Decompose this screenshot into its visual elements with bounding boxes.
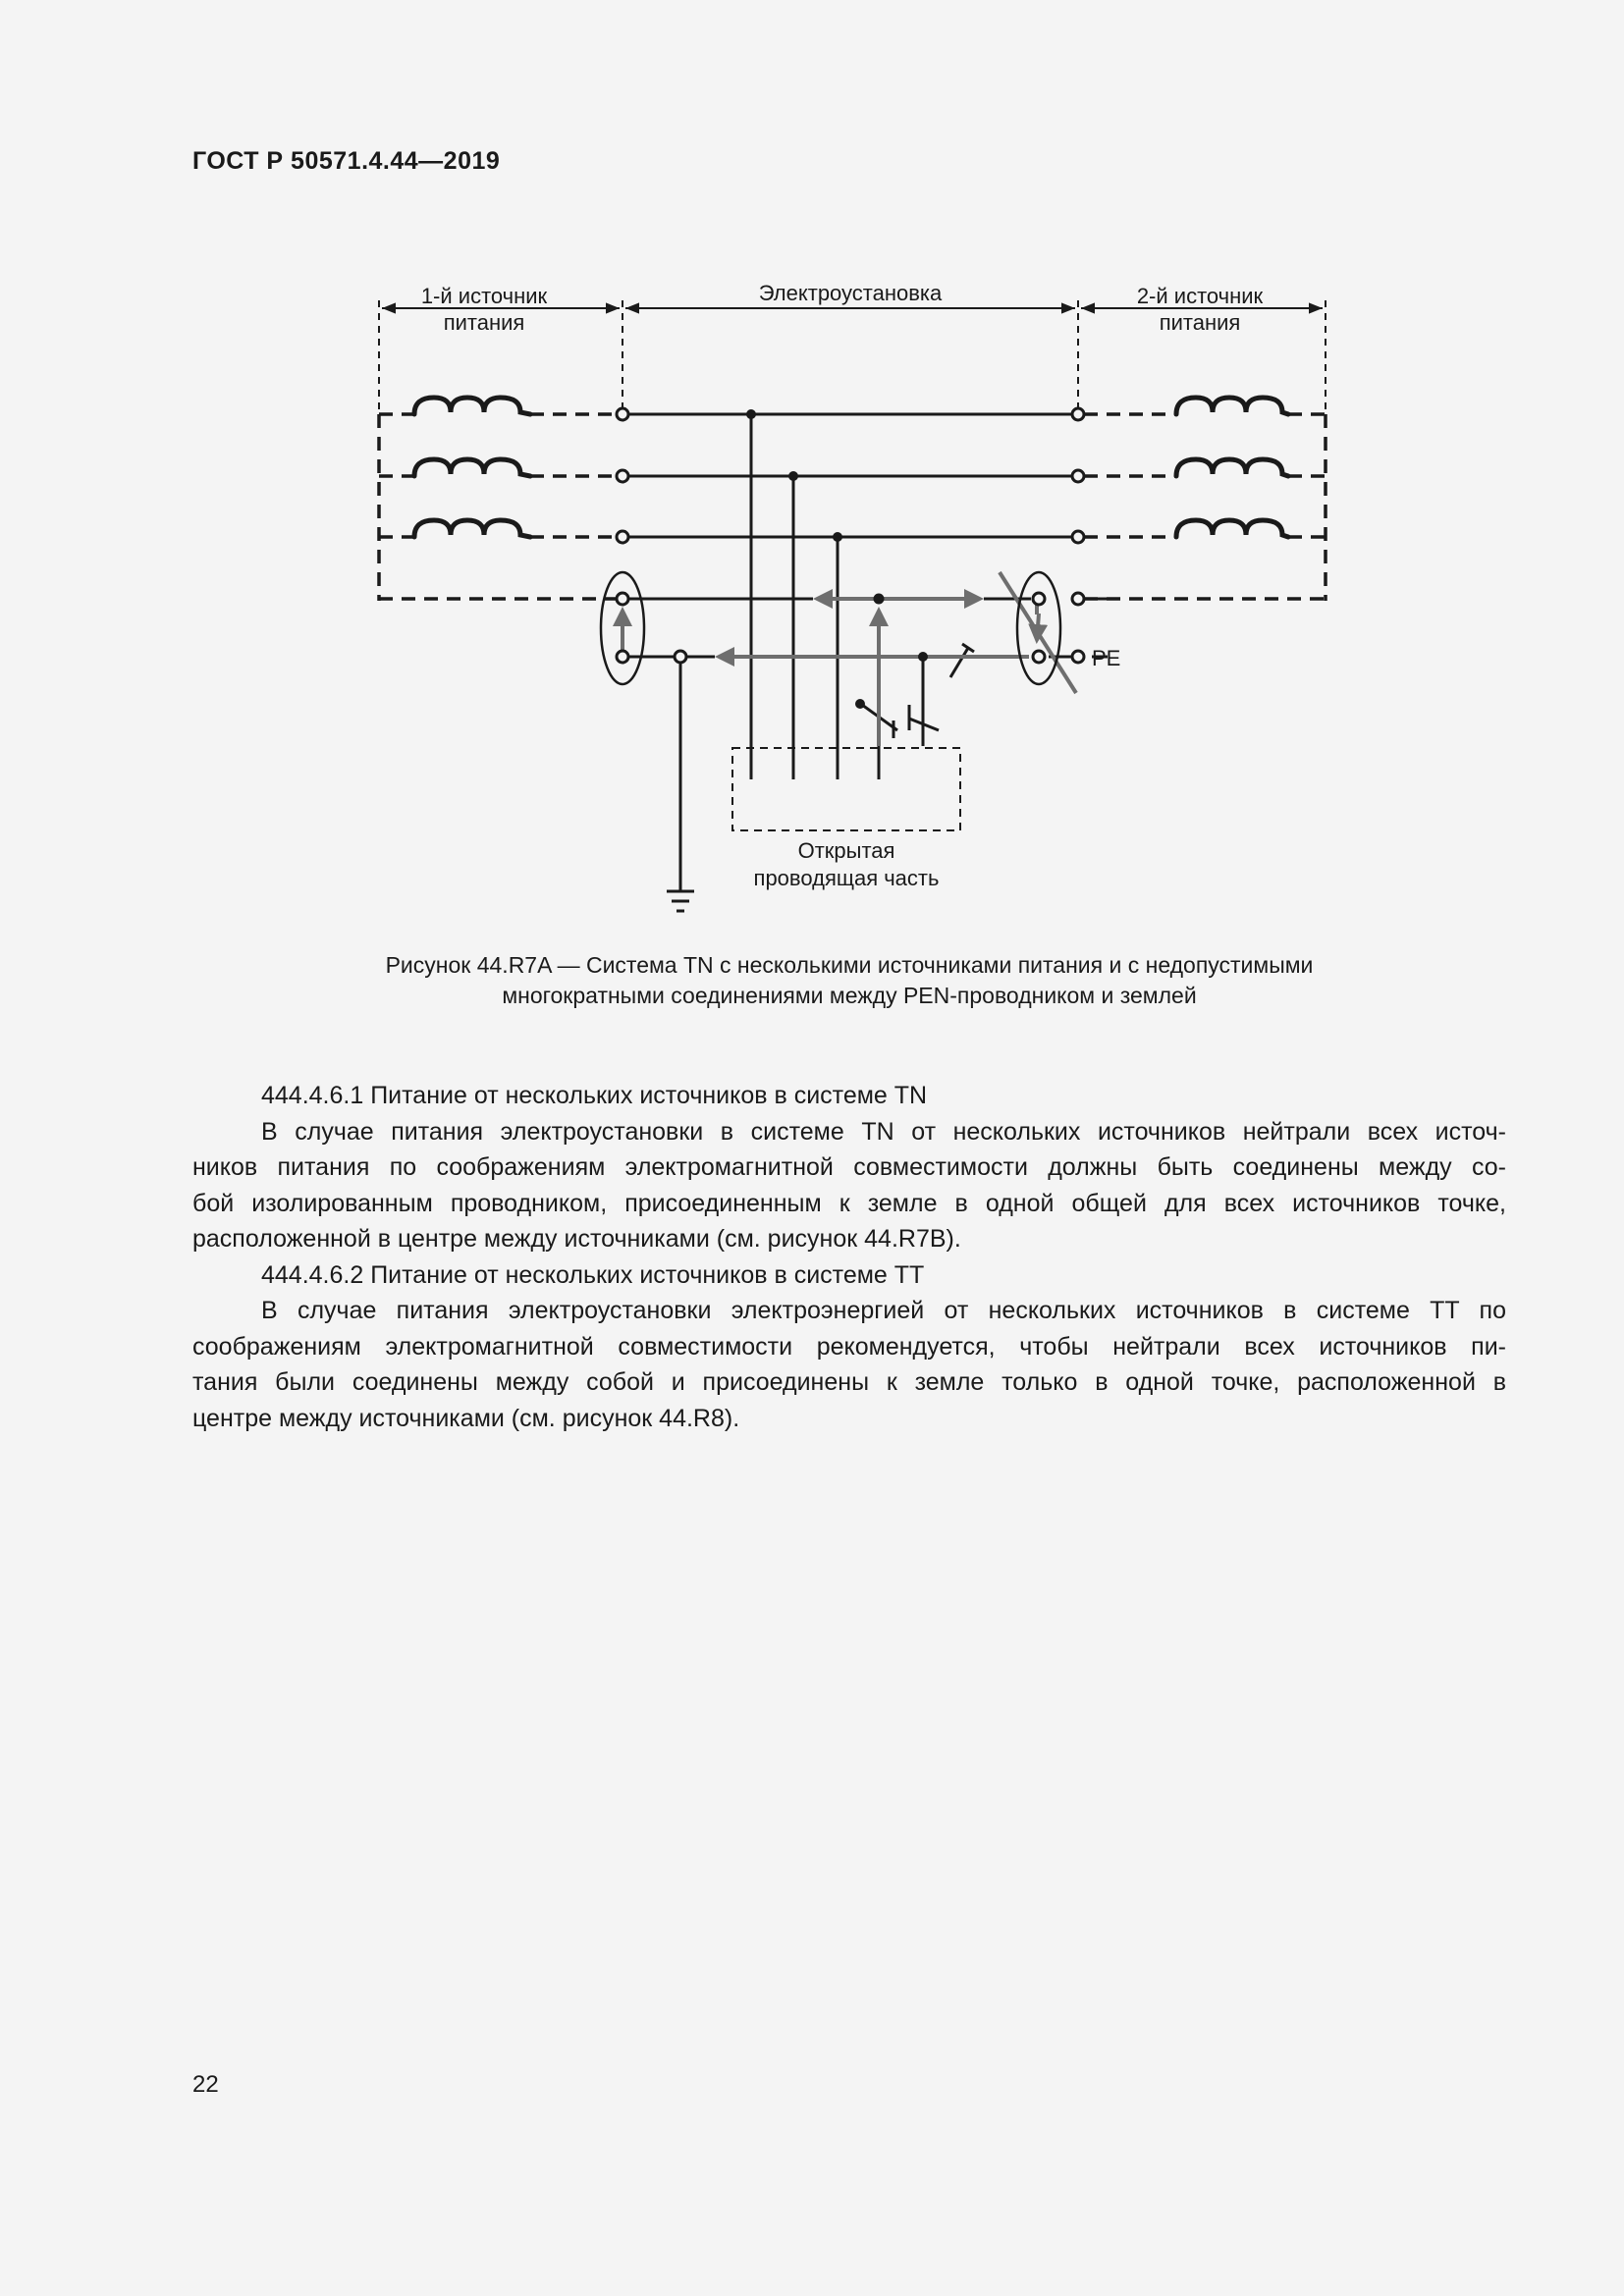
source1-windings bbox=[414, 398, 530, 537]
paragraph-line: соображениям электромагнитной совместимости рекомендуется, чтобы нейтрали всех источников пи- bbox=[192, 1332, 1506, 1361]
paragraph-line: тания были соединены между собой и присоединены к земле только в одной точке, расположенной в bbox=[192, 1368, 1506, 1396]
exposed-part-label-line2: проводящая часть bbox=[753, 866, 940, 890]
section-heading-444-4-6-2: 444.4.6.2 Питание от нескольких источников в системе TT bbox=[261, 1260, 925, 1289]
source2-label-line1: 2-й источник bbox=[1136, 284, 1264, 308]
exposed-conductive-part bbox=[732, 748, 960, 830]
paragraph-line: бой изолированным проводником, присоединенным к земле в одной общей для всех источников точке, bbox=[192, 1189, 1506, 1217]
exposed-part-label-line1: Открытая bbox=[797, 838, 895, 863]
paragraph-line: ников питания по соображениям электромагнитной совместимости должны быть соединены между со- bbox=[192, 1153, 1506, 1181]
caption-line-2: многократными соединениями между PEN-проводником и землей bbox=[502, 983, 1197, 1008]
paragraph-line: расположенной в центре между источниками (см. рисунок 44.R7B). bbox=[192, 1225, 961, 1253]
page-number: 22 bbox=[192, 2071, 219, 2098]
figure-caption bbox=[192, 950, 1506, 1011]
installation-label: Электроустановка bbox=[758, 281, 943, 305]
figure-44-r7a bbox=[363, 275, 1345, 923]
switch-contact-dot bbox=[855, 699, 865, 709]
paragraph-line: центре между источниками (см. рисунок 44.R8). bbox=[192, 1404, 740, 1432]
pe-label: PE bbox=[1092, 646, 1121, 670]
source-enclosures bbox=[379, 414, 1326, 601]
source2-label-line2: питания bbox=[1159, 310, 1241, 335]
circuit-diagram bbox=[363, 275, 1345, 923]
paragraph-line: В случае питания электроустановки в системе TN от нескольких источников нейтрали всех источ- bbox=[261, 1117, 1506, 1146]
caption-line-1: Рисунок 44.R7A — Система TN с несколькими источниками питания и с недопустимыми bbox=[385, 952, 1314, 978]
document-header: ГОСТ Р 50571.4.44—2019 bbox=[192, 147, 501, 175]
section-heading-444-4-6-1: 444.4.6.1 Питание от нескольких источников в системе TN bbox=[261, 1082, 928, 1109]
source2-windings bbox=[1176, 398, 1288, 537]
source1-label-line1: 1-й источник bbox=[420, 284, 548, 308]
body-text bbox=[192, 1078, 1506, 1436]
source1-label-line2: питания bbox=[443, 310, 525, 335]
paragraph-line: В случае питания электроустановки электроэнергией от нескольких источников в системе TT по bbox=[261, 1297, 1506, 1324]
